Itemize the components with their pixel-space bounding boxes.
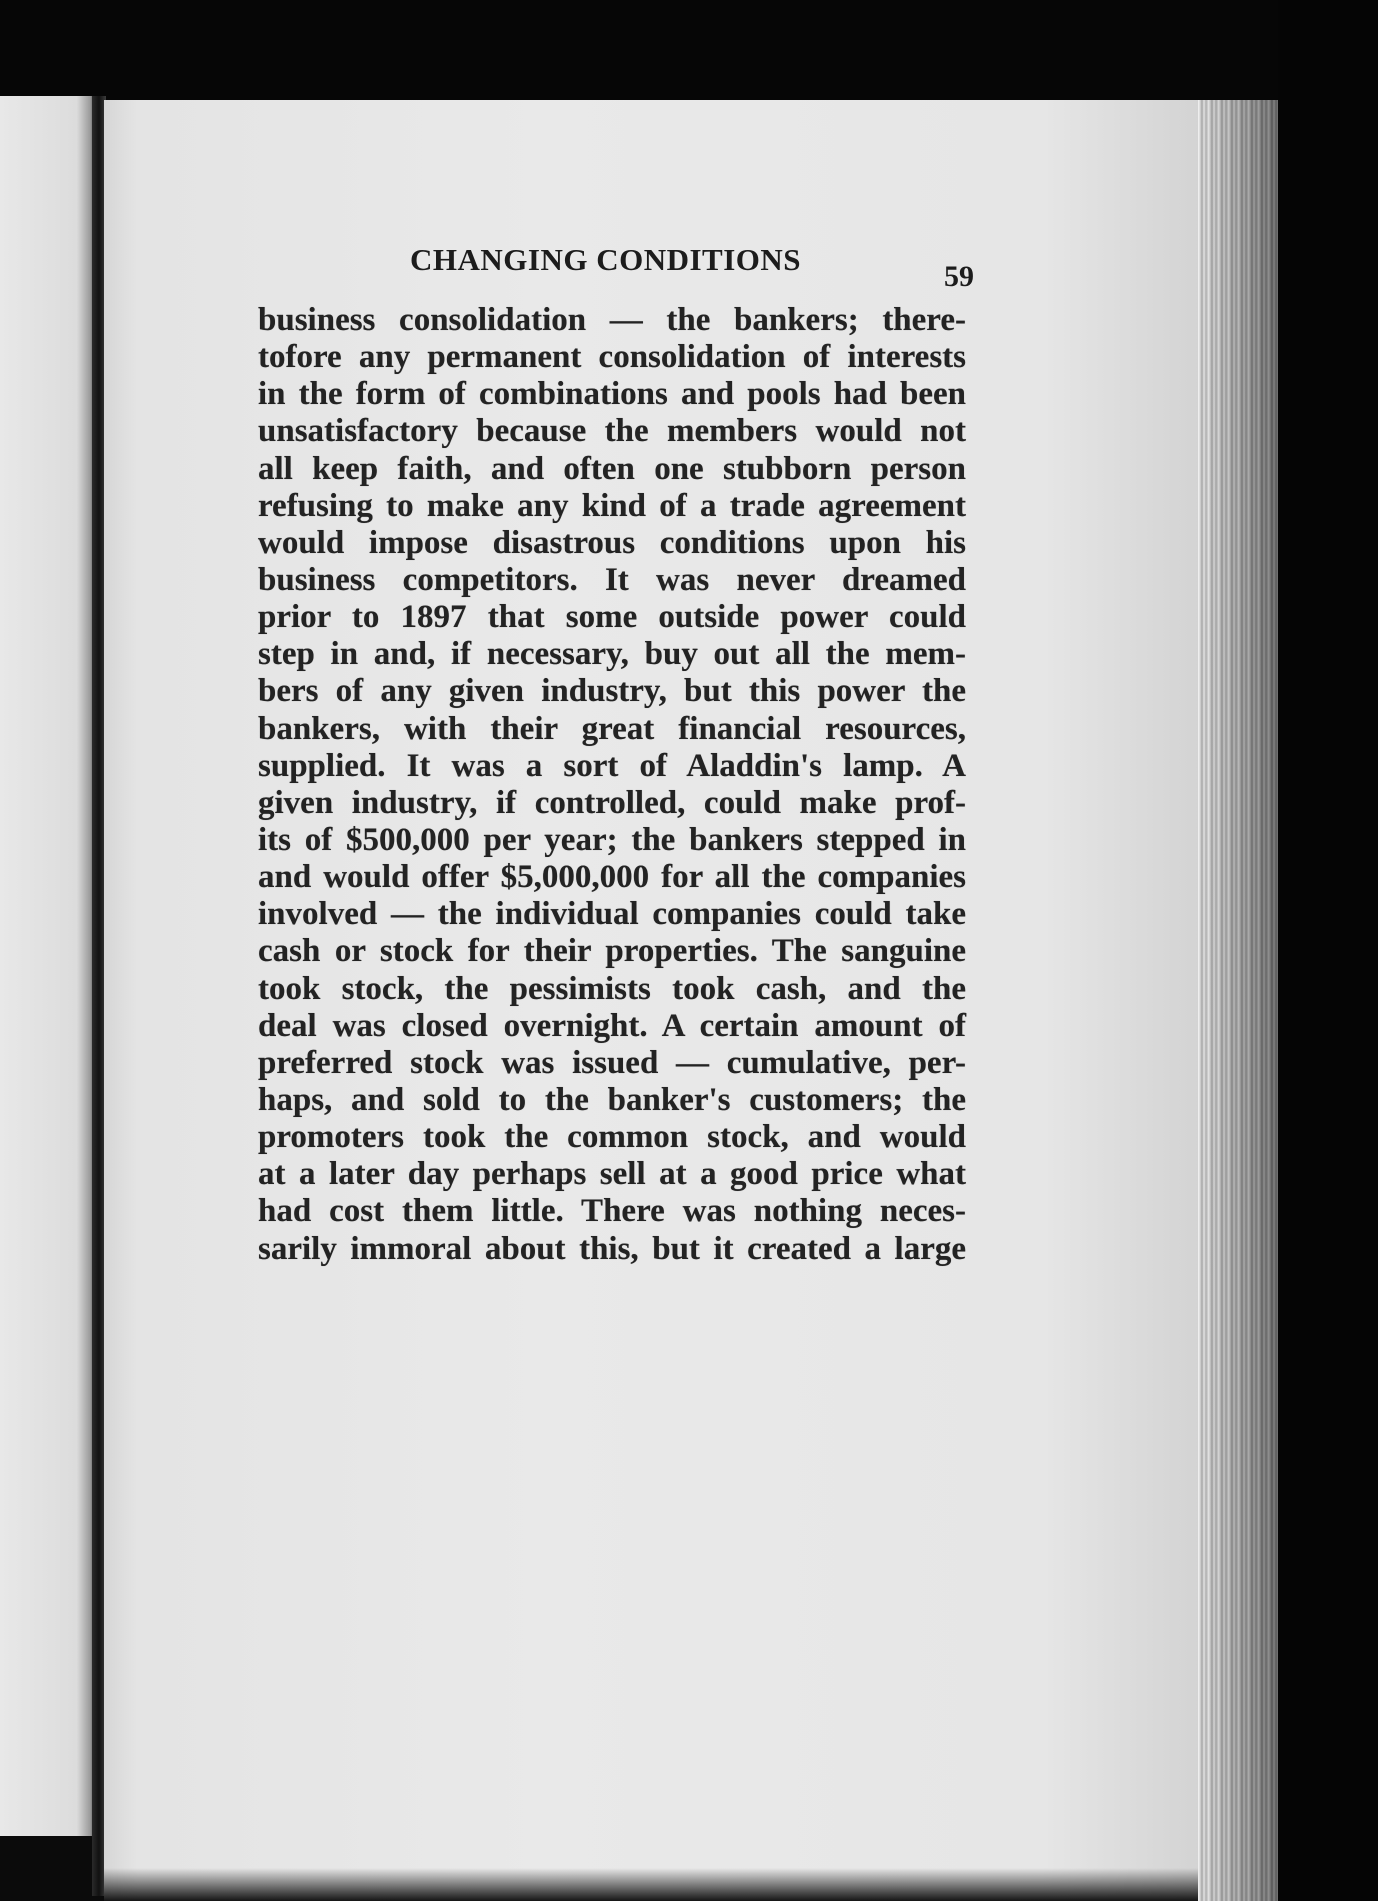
running-head: CHANGING CONDITIONS (410, 242, 802, 277)
text-line: given industry, if controlled, could make prof- (258, 784, 966, 821)
scan-bottom-shadow (104, 1868, 1198, 1901)
text-line: in the form of combinations and pools had been (258, 376, 966, 413)
text-line: step in and, if necessary, buy out all the mem- (258, 636, 966, 673)
text-line: haps, and sold to the banker's customers; the (258, 1081, 966, 1118)
text-line: preferred stock was issued — cumulative, per- (258, 1044, 966, 1081)
text-line: bers of any given industry, but this power the (258, 673, 966, 710)
text-line: would impose disastrous conditions upon his (258, 524, 966, 561)
text-line: and would offer $5,000,000 for all the companies (258, 859, 966, 896)
text-line: refusing to make any kind of a trade agreement (258, 487, 966, 524)
text-line: bankers, with their great financial resources, (258, 710, 966, 747)
page-stack-edges (1198, 100, 1278, 1901)
text-line: took stock, the pessimists took cash, and the (258, 970, 966, 1007)
text-line: at a later day perhaps sell at a good price what (258, 1156, 966, 1193)
page-number: 59 (944, 260, 974, 293)
text-line: sarily immoral about this, but it created a large (258, 1230, 966, 1267)
body-text (258, 302, 966, 1268)
text-line: business competitors. It was never dreamed (258, 561, 966, 598)
text-line: tofore any permanent consolidation of interests (258, 339, 966, 376)
text-line: prior to 1897 that some outside power could (258, 599, 966, 636)
text-line: deal was closed overnight. A certain amount of (258, 1007, 966, 1044)
scan-right-border (1278, 0, 1378, 1901)
text-line: cash or stock for their properties. The sanguine (258, 933, 966, 970)
text-line: had cost them little. There was nothing neces- (258, 1193, 966, 1230)
scan-top-border (0, 0, 1378, 100)
text-line: supplied. It was a sort of Aladdin's lamp. A (258, 747, 966, 784)
text-line: all keep faith, and often one stubborn person (258, 450, 966, 487)
facing-page-edge (0, 96, 96, 1836)
text-line: promoters took the common stock, and would (258, 1119, 966, 1156)
text-line: involved — the individual companies could take (258, 896, 966, 933)
text-line: business consolidation — the bankers; there- (258, 302, 966, 338)
text-line: unsatisfactory because the members would not (258, 413, 966, 450)
text-line: its of $500,000 per year; the bankers stepped in (258, 821, 966, 858)
